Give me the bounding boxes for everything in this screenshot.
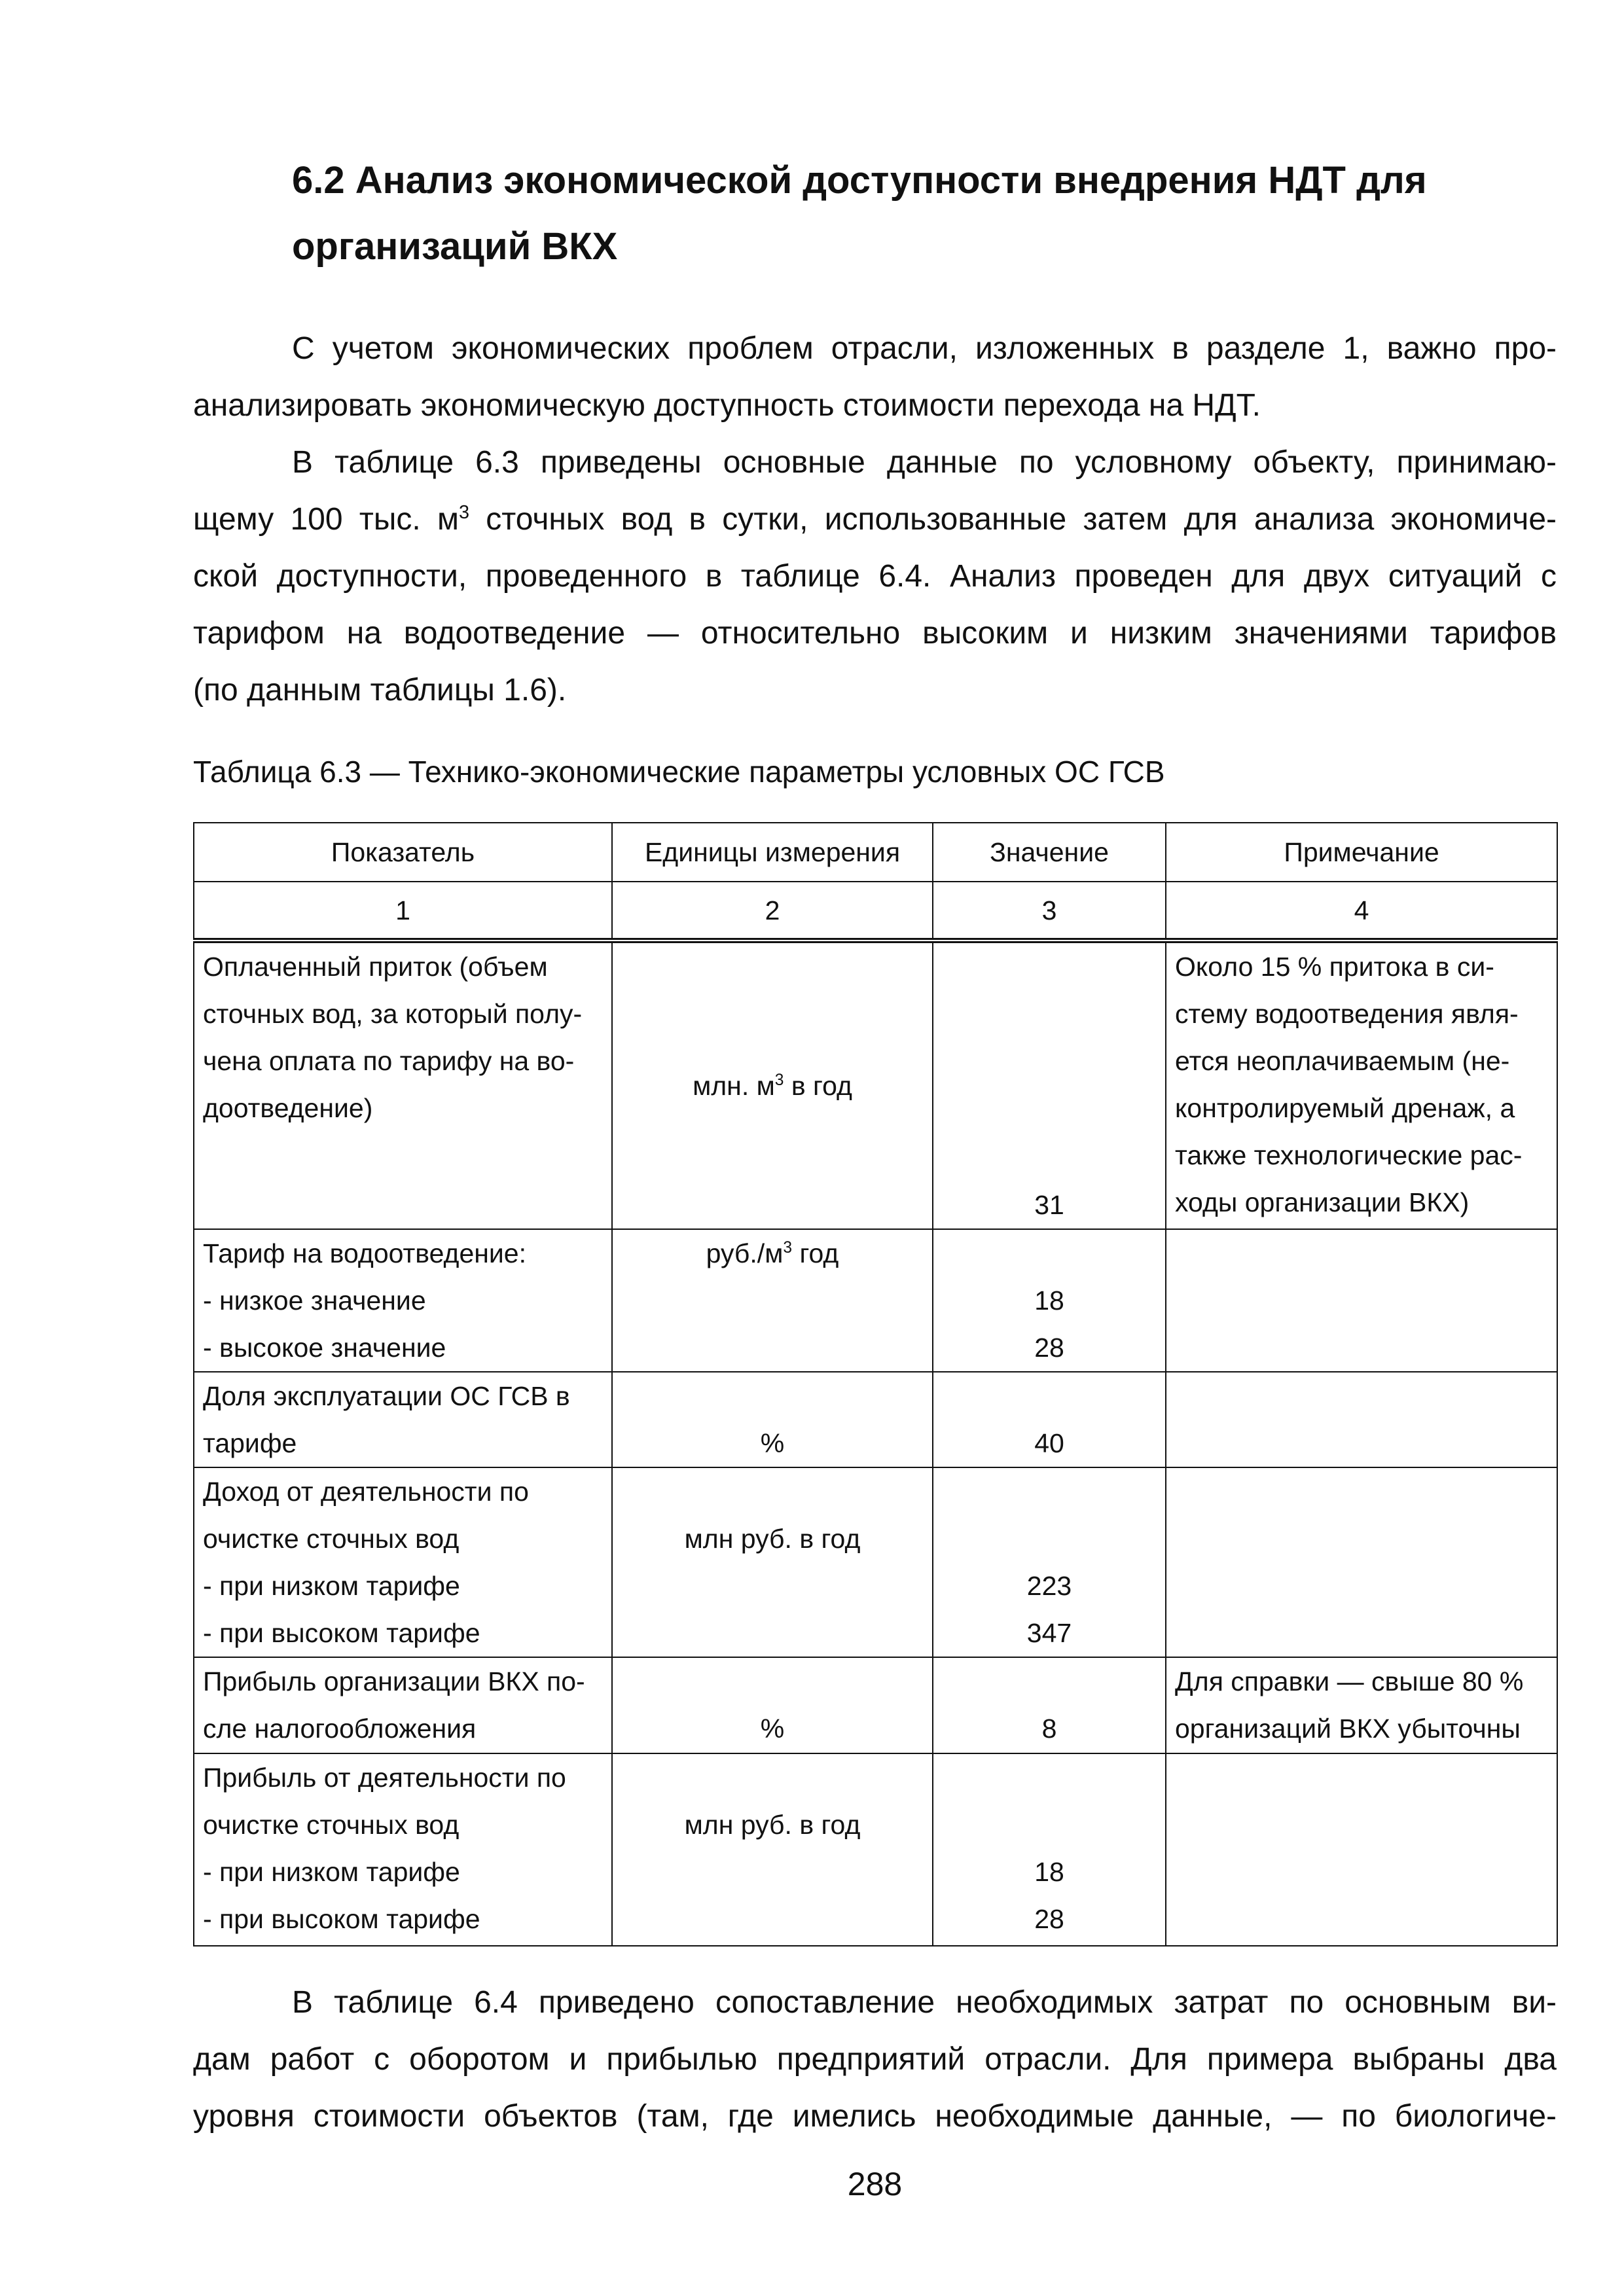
header-indicator: Показатель [194, 823, 612, 882]
value-cell [933, 1657, 1166, 1753]
line-text: сточных вод в сутки, использованные затем для анализа экономиче- [469, 502, 1557, 537]
paragraph-line: анализировать экономическую доступность стоимости перехода на НДТ. [193, 388, 1261, 423]
indicator-line: доотведение) [203, 1093, 373, 1123]
cell-spacer [942, 1468, 1157, 1515]
table-row [194, 1229, 1557, 1372]
indicator-line: Прибыль от деятельности по [203, 1763, 566, 1793]
value: 18 [1034, 1285, 1064, 1316]
table-row [194, 1372, 1557, 1467]
note-cell [1166, 1372, 1557, 1467]
indicator-line: Прибыль организации ВКХ по- [203, 1666, 585, 1696]
indicator-cell [194, 1657, 612, 1753]
paragraph-line: ской доступности, проведенного в таблице 6.4. Анализ проведен для двух ситуаций с [193, 559, 1557, 594]
value: 40 [1034, 1428, 1064, 1458]
table-row [194, 1657, 1557, 1753]
table-column-numbers-row [194, 882, 1557, 941]
header-note: Примечание [1166, 823, 1557, 882]
value-cell [933, 1753, 1166, 1946]
unit-text: млн руб. в год [684, 1810, 861, 1840]
heading-line: 6.2 Анализ экономической доступности внедрения НДТ для [292, 159, 1427, 202]
note-line: Для справки — свыше 80 % [1175, 1666, 1524, 1696]
value: 18 [1034, 1857, 1064, 1887]
unit-line [621, 1062, 924, 1109]
paragraph-line: С учетом экономических проблем отрасли, изложенных в разделе 1, важно про- [292, 331, 1557, 366]
indicator-cell [194, 1753, 612, 1946]
note-line: ется неоплачиваемым (не- [1175, 1046, 1510, 1076]
table-caption: Таблица 6.3 — Технико-экономические параметры условных ОС ГСВ [193, 755, 1165, 789]
indicator-line: сле налогообложения [203, 1713, 477, 1744]
cell-spacer [942, 1801, 1157, 1848]
heading-line: организаций ВКХ [292, 225, 618, 268]
unit-text: млн. м [693, 1071, 775, 1101]
indicator-cell [194, 1229, 612, 1372]
value-cell [933, 1372, 1166, 1467]
cell-spacer [621, 1754, 924, 1801]
indicator-line: - при высоком тарифе [203, 1904, 480, 1934]
header-value: Значение [933, 823, 1166, 882]
table-row [194, 1753, 1557, 1946]
line-text: щему 100 тыс. м [193, 502, 459, 537]
value: 8 [1041, 1713, 1057, 1744]
indicator-line: Доля эксплуатации ОС ГСВ в [203, 1381, 570, 1411]
section-heading [292, 147, 1557, 279]
table-header-row [194, 823, 1557, 882]
value: 28 [1034, 1904, 1064, 1934]
unit-cell [612, 1657, 933, 1753]
note-line: ходы организации ВКХ) [1175, 1187, 1470, 1217]
paragraph-line: В таблице 6.4 приведено сопоставление необходимых затрат по основным ви- [292, 1985, 1557, 2020]
unit-line [621, 1230, 924, 1277]
value-cell [933, 941, 1166, 1229]
unit-cell [612, 1753, 933, 1946]
cell-spacer [621, 1372, 924, 1420]
indicator-line: - высокое значение [203, 1333, 446, 1363]
paragraph [193, 434, 1557, 719]
column-number: 1 [194, 882, 612, 941]
value-cell [933, 1467, 1166, 1657]
note-cell [1166, 1467, 1557, 1657]
page-number: 288 [847, 2166, 903, 2202]
indicator-line: - при низком тарифе [203, 1571, 460, 1601]
unit-cell [612, 941, 933, 1229]
indicator-line: тарифе [203, 1428, 297, 1458]
column-number: 3 [933, 882, 1166, 941]
indicator-line: - при низком тарифе [203, 1857, 460, 1887]
indicator-line: Тариф на водоотведение: [203, 1238, 526, 1268]
note-line: Около 15 % притока в си- [1175, 952, 1494, 982]
header-unit: Единицы измерения [612, 823, 933, 882]
column-number: 2 [612, 882, 933, 941]
paragraph-line: тарифом на водоотведение — относительно высоким и низким значениями тарифов [193, 616, 1557, 651]
table-row [194, 1467, 1557, 1657]
paragraph [193, 1974, 1557, 2145]
cell-spacer [621, 1658, 924, 1705]
paragraph-line: В таблице 6.3 приведены основные данные по условному объекту, принимаю- [292, 445, 1557, 480]
indicator-cell [194, 1372, 612, 1467]
note-cell [1166, 1657, 1557, 1753]
indicator-line: - при высоком тарифе [203, 1618, 480, 1648]
indicator-cell [194, 941, 612, 1229]
value: 347 [1026, 1618, 1072, 1648]
value: 223 [1026, 1571, 1072, 1601]
value-cell [933, 1229, 1166, 1372]
indicator-line: Доход от деятельности по [203, 1477, 529, 1507]
note-line: организаций ВКХ убыточны [1175, 1713, 1521, 1744]
unit-cell [612, 1229, 933, 1372]
paragraph-line [193, 491, 1557, 548]
paragraph-line: дам работ с оборотом и прибылью предприятий отрасли. Для примера выбраны два [193, 2042, 1557, 2077]
unit-text: млн руб. в год [684, 1524, 861, 1554]
indicator-line: Оплаченный приток (объем [203, 952, 548, 982]
note-line: контролируемый дренаж, а [1175, 1093, 1515, 1123]
unit-text: % [760, 1428, 785, 1458]
cell-spacer [942, 1372, 1157, 1420]
paragraph [193, 320, 1557, 434]
superscript: 3 [783, 1239, 793, 1257]
parameters-table [193, 822, 1558, 1946]
value: 31 [1034, 1190, 1064, 1220]
indicator-cell [194, 1467, 612, 1657]
note-cell [1166, 941, 1557, 1229]
unit-text: год [792, 1238, 839, 1268]
note-cell [1166, 1753, 1557, 1946]
indicator-line: сточных вод, за который полу- [203, 999, 583, 1029]
cell-spacer [621, 1468, 924, 1515]
unit-text: % [760, 1713, 785, 1744]
table-row [194, 941, 1557, 1229]
column-number: 4 [1166, 882, 1557, 941]
note-cell [1166, 1229, 1557, 1372]
paragraph-line: (по данным таблицы 1.6). [193, 673, 567, 708]
cell-spacer [942, 1230, 1157, 1277]
superscript: 3 [458, 501, 469, 523]
superscript: 3 [774, 1071, 784, 1090]
unit-cell [612, 1372, 933, 1467]
paragraph-line: уровня стоимости объектов (там, где имелись необходимые данные, — по биологиче- [193, 2099, 1557, 2134]
unit-text: в год [784, 1071, 852, 1101]
indicator-line: чена оплата по тарифу на во- [203, 1046, 575, 1076]
unit-text: руб./м [706, 1238, 784, 1268]
unit-cell [612, 1467, 933, 1657]
cell-spacer [942, 1754, 1157, 1801]
cell-spacer [942, 1658, 1157, 1705]
value: 28 [1034, 1333, 1064, 1363]
indicator-line: очистке сточных вод [203, 1810, 460, 1840]
note-line: стему водоотведения явля- [1175, 999, 1519, 1029]
indicator-line: очистке сточных вод [203, 1524, 460, 1554]
indicator-line: - низкое значение [203, 1285, 426, 1316]
intro-text [193, 320, 1557, 719]
cell-spacer [942, 1515, 1157, 1562]
note-line: также технологические рас- [1175, 1140, 1523, 1170]
